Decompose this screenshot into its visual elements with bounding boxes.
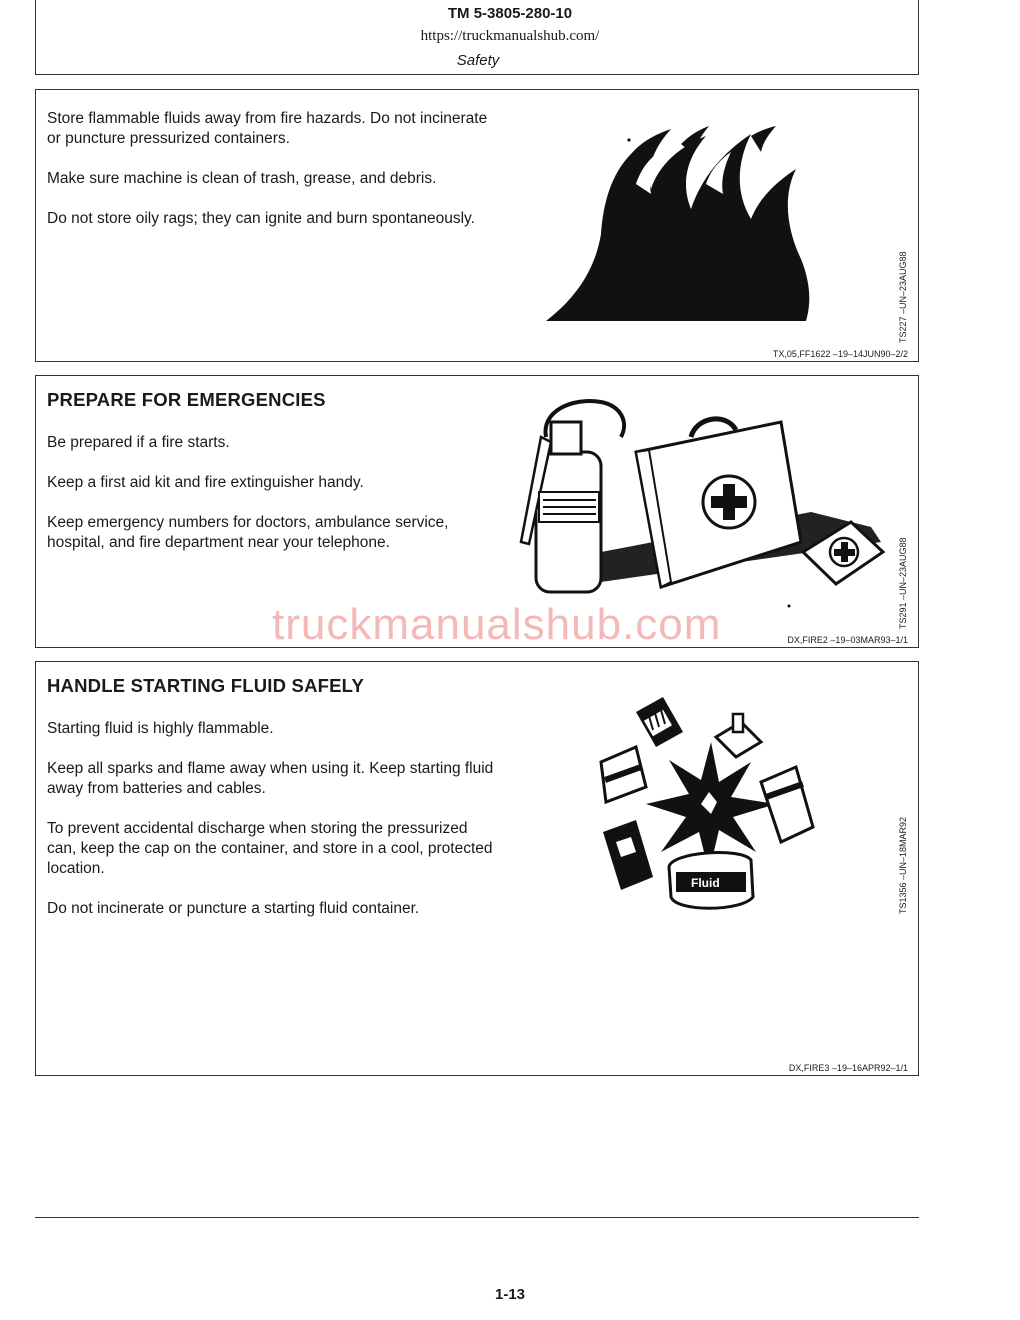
can-label: Fluid — [691, 876, 720, 890]
panel-handle-starting-fluid — [35, 661, 919, 1076]
watermark: truckmanualshub.com — [272, 600, 722, 649]
page-number: 1-13 — [494, 1286, 526, 1303]
paragraph: Store flammable fluids away from fire hazards. Do not incinerate or puncture pressurized containers. — [47, 110, 488, 147]
source-url[interactable]: https://truckmanualshub.com/ — [420, 28, 600, 44]
image-code: TS291 –UN–23AUG88 — [898, 537, 908, 629]
paragraph: Make sure machine is clean of trash, grease, and debris. — [47, 170, 437, 187]
reference-code: DX,FIRE3 –19–16APR92–1/1 — [788, 1063, 908, 1073]
panel-text — [47, 109, 497, 249]
panel-text — [47, 719, 497, 939]
document-id: TM 5-3805-280-10 — [447, 5, 573, 22]
image-code: TS227 –UN–23AUG88 — [898, 251, 908, 343]
fire-flames-icon — [541, 124, 851, 329]
reference-code: TX,05,FF1622 –19–14JUN90–2/2 — [772, 349, 908, 359]
panel-text — [47, 433, 497, 573]
exploding-can-icon — [591, 692, 831, 917]
footer-rule — [35, 1217, 919, 1218]
paragraph: To prevent accidental discharge when storing the pressurized can, keep the cap on the container, and store in a cool, protected location. — [47, 820, 493, 877]
paragraph: Keep a first aid kit and fire extinguisher handy. — [47, 474, 364, 491]
paragraph: Do not store oily rags; they can ignite and burn spontaneously. — [47, 210, 475, 227]
paragraph: Keep all sparks and flame away when using it. Keep starting fluid away from batteries and cables. — [47, 760, 494, 797]
reference-code: DX,FIRE2 –19–03MAR93–1/1 — [787, 635, 908, 645]
paragraph: Keep emergency numbers for doctors, ambulance service, hospital, and fire department near your telephone. — [47, 514, 449, 551]
panel-heading: PREPARE FOR EMERGENCIES — [47, 389, 326, 410]
extinguisher-first-aid-icon — [511, 392, 891, 612]
paragraph: Starting fluid is highly flammable. — [47, 720, 274, 737]
section-title: Safety — [456, 52, 500, 69]
paragraph: Be prepared if a fire starts. — [47, 434, 230, 451]
panel-heading: HANDLE STARTING FLUID SAFELY — [47, 675, 365, 696]
image-code: TS1356 –UN–18MAR92 — [898, 816, 908, 914]
panel-flammable-fluids — [35, 89, 919, 362]
paragraph: Do not incinerate or puncture a starting fluid container. — [47, 900, 420, 917]
